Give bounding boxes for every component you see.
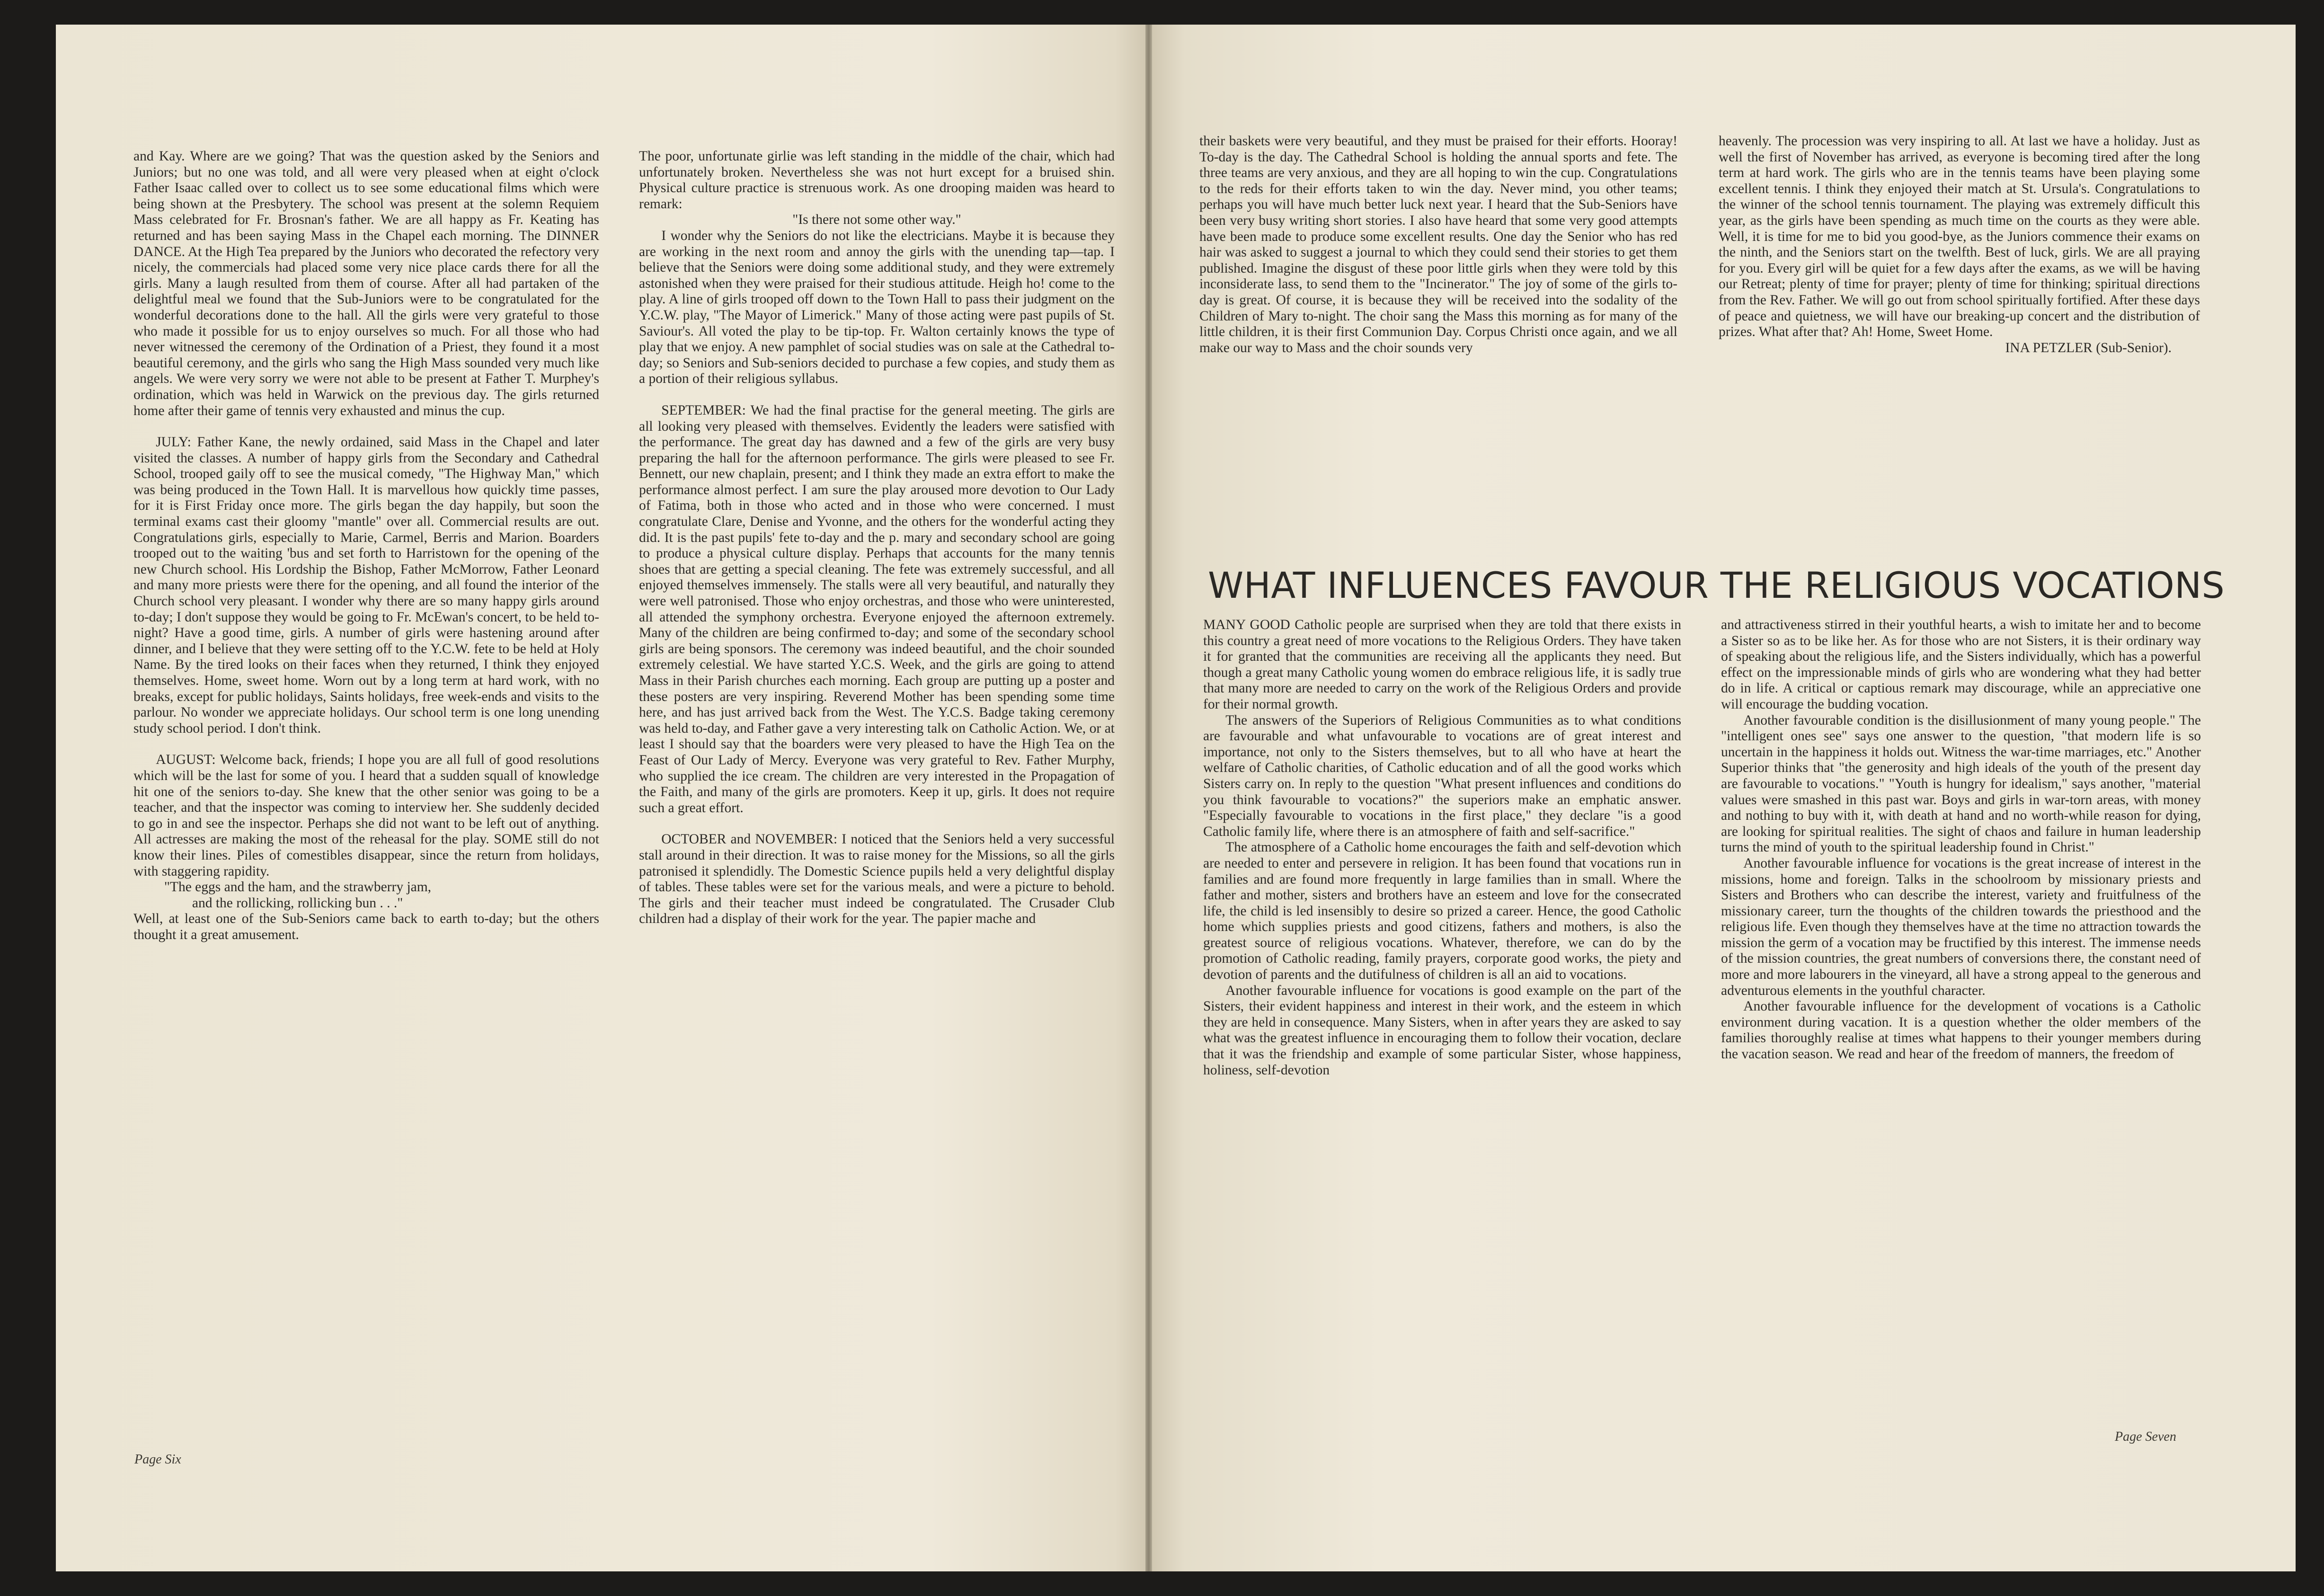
paragraph: their baskets were very beautiful, and they must be praised for their efforts. Hooray! To-day is the day. The Cathedral School is holding the annual sports and fete. The three teams are very anxious, and they are all hoping to win the cup. Congratulations to the reds for their efforts taken to win the day. Never mind, you other teams; perhaps you will have much better luck next year. I heard that the Sub-Seniors have been very busy writing short stories. I also have heard that some very good attempts have been made to produce some excellent results. One day the Senior who has red hair was asked to suggest a journal to which they could send their stories to get them published. Imagine the disgust of these poor little girls when they were told by this inconsiderate lass, to send them to the "Incinerator." The joy of some of the girls to-day is great. Of course, it is because they will be received into the sodality of the Children of Mary to-night. The choir sang the Mass this morning as for many of the little children, it is their first Communion Day. Corpus Christi once again, and we all make our way to Mass and the choir sounds very [1199,133,1677,355]
article-column-1 [1203,617,1681,1078]
paragraph: The answers of the Superiors of Religious Communities as to what conditions are favourable and what unfavourable to vocations are of great interest and importance, not only to the Sisters themselves, but to all who have at heart the welfare of Catholic charities, of Catholic education and of all the good works which Sisters carry on. In reply to the question "What present influences and conditions do you think favourable to vocations?" the superiors make an emphatic answer. "Especially favourable to vocations in the first place," they declare "is a good Catholic family life, where there is an atmosphere of faith and self-sacrifice." [1203,712,1681,839]
paragraph: OCTOBER and NOVEMBER: I noticed that the Seniors held a very successful stall around in their direction. It was to raise money for the Missions, so all the girls patronised it splendidly. The Domestic Science pupils held a very delightful display of tables. These tables were set for the various meals, and were a picture to behold. The girls and their teacher must indeed be congratulated. The Crusader Club children had a display of their work for the year. The papier mache and [639,832,1115,927]
left-column-1 [133,149,599,943]
paragraph: JULY: Father Kane, the newly ordained, said Mass in the Chapel and later visited the classes. A number of happy girls from the Secondary and Cathedral School, trooped gaily off to see the musical comedy, "The Highway Man," which was being produced in the Town Hall. It is marvellous how quickly time passes, for it is First Friday once more. The girls began the day happily, but soon the terminal exams cast their gloomy "mantle" over all. Commercial results are out. Congratulations girls, especially to Marie, Carmel, Berris and Marion. Boarders trooped out to the waiting 'bus and set forth to Harristown for the opening of the new Church school. His Lordship the Bishop, Father McMorrow, Father Leonard and many more priests were there for the opening, and all found the interior of the Church school very pleasant. I wonder why there are so many happy girls around to-day; I don't suppose they would be going to Fr. McEwan's concert, to be held to-night? Have a good time, girls. A number of girls were hastening around after dinner, and I believe that they were setting off to the Y.C.W. fete to be held at Holy Name. By the tired looks on their faces when they returned, I think they enjoyed themselves. Home, sweet home. Worn out by a long term at hard work, with no breaks, except for public holidays, Saints holidays, free week-ends and visits to the parlour. No wonder we appreciate holidays. Our school term is one long unending study school period. I don't think. [133,434,599,736]
paragraph: MANY GOOD Catholic people are surprised when they are told that there exists in this country a great need of more vocations to the Religious Orders. They have taken it for granted that the communities are receiving all the applicants they need. But though a great many Catholic young women do embrace religious life, it is sadly true that many more are needed to carry on the work of the Religious Orders and provide for their normal growth. [1203,617,1681,712]
paragraph: and the rollicking, rollicking bun . . ." [192,895,403,911]
right-column-1 [1199,133,1677,356]
paragraph: Another favourable influence for vocations is the great increase of interest in the missions, home and foreign. Talks in the schoolroom by missionary priests and Sisters and Brothers who can describe the interest, variety and fruitfulness of the missionary career, turn the thoughts of the children towards the priesthood and the religious life. Even though they themselves have at the time no attraction towards the mission the germ of a vocation may be fructified by this interest. The immense needs of the mission countries, the great numbers of conversions there, the constant need of more and more labourers in the vineyard, all have a strong appeal to the generous and adventurous elements in the youthful character. [1721,855,2201,998]
page-number-right: Page Seven [2115,1429,2176,1444]
paragraph: SEPTEMBER: We had the final practise for the general meeting. The girls are all looking very pleased with themselves. Evidently the leaders were satisfied with the performance. The great day has dawned and a few of the girls are very busy preparing the hall for the afternoon performance. The girls were pleased to see Fr. Bennett, our new chaplain, present; and I think they made an extra effort to make the performance almost perfect. I am sure the play aroused more devotion to Our Lady of Fatima, both in those who acted and in those who were concerned. I must congratulate Clare, Denise and Yvonne, and the others for the wonderful acting they did. It is the past pupils' fete to-day and the p. mary and secondary school are going to produce a physical culture display. Perhaps that accounts for the many tennis shoes that are getting a special cleaning. The fete was extremely successful, and all enjoyed themselves immensely. The stalls were all very beautiful, and naturally they were well patronised. Those who enjoy orchestras, and those who were uninterested, all attended the symphony orchestra. Everyone enjoyed the afternoon extremely. Many of the children are being confirmed to-day; and some of the secondary school girls are being sponsors. The ceremony was indeed beautiful, and the choir sounded extremely celestial. We have started Y.C.S. Week, and the girls are going to attend Mass in their Parish churches each morning. Each group are putting up a poster and these posters are very inspiring. Reverend Mother has been spending some time here, and has just arrived back from the West. The Y.C.S. Badge taking ceremony was held to-day, and Father gave a very interesting talk on Catholic Action. We, or at least I should say that the boarders were very pleased to have the High Tea on the Feast of Our Lady of Mercy. Everyone was very grateful to Rev. Father Murphy, who supplied the ice cream. The children are very interested in the Propagation of the Faith, and many of the girls are promoters. Keep it up, girls. It does not require such a great effort. [639,402,1115,816]
page-number-left: Page Six [134,1452,181,1467]
paragraph: I wonder why the Seniors do not like the electricians. Maybe it is because they are working in the next room and annoy the girls with the unending tap—tap. I believe that the Seniors were doing some additional study, and they were extremely astonished when they were praised for their studious attitude. Heigh ho! come to the play. A line of girls trooped off down to the Town Hall to pass their judgment on the Y.C.W. play, "The Mayor of Limerick." Many of those acting were past pupils of St. Saviour's. All voted the play to be tip-top. Fr. Walton certainly knows the type of play that we enjoy. A new pamphlet of social studies was on sale at the Cathedral to-day; so Seniors and Sub-seniors decided to purchase a few copies, and study them as a portion of their religious syllabus. [639,228,1115,387]
paragraph: INA PETZLER (Sub-Senior). [2005,340,2172,355]
paragraph: The poor, unfortunate girlie was left standing in the middle of the chair, which had unfortunately broken. Nevertheless she was not hurt except for a bruised shin. Physical culture practice is strenuous work. As one drooping maiden was heard to remark: [639,149,1115,212]
paragraph: AUGUST: Welcome back, friends; I hope you are all full of good resolutions which will be the last for some of you. I heard that a sudden squall of knowledge hit one of the seniors to-day. She knew that the other senior was going to be a teacher, and that the inspector was coming to interview her. She suddenly decided to go in and see the inspector. Perhaps she did not want to be left out of anything. All actresses are making the most of the reheasal for the play. SOME still do not know their lines. Piles of comestibles disappear, since the return from holidays, with staggering rapidity. [133,752,599,879]
paragraph: Another favourable condition is the disillusionment of many young people." The "intelligent ones see" says one answer to the question, "that modern life is so uncertain in the happiness it holds out. Witness the war-time marriages, etc." Another Superior thinks that "the generosity and high ideals of the youth of the present day are favourable to vocations." "Youth is hungry for idealism," says another, "material values were smashed in this past war. Boys and girls in war-torn areas, with money and nothing to buy with it, with death at hand and no worth-while reason for dying, are looking for spiritual realities. The sight of chaos and failure in human leadership turns the mind of youth to the spiritual leadership found in Christ." [1721,712,2201,855]
left-column-2 [639,149,1115,927]
paragraph: Another favourable influence for the development of vocations is a Catholic environment during vacation. It is a question whether the older members of the families thoroughly realise at times what happens to their younger members during the vacation season. We read and hear of the freedom of manners, the freedom of [1721,999,2201,1062]
paragraph: heavenly. The procession was very inspiring to all. At last we have a holiday. Just as well the first of November has arrived, as everyone is becoming tired after the long term at hard work. The girls who are in the tennis teams have been playing some excellent tennis. I think they enjoyed their match at St. Ursula's. Congratulations to the winner of the school tennis tournament. The playing was extremely difficult this year, as the girls have been spending as much time on the courts as they were able. Well, it is time for me to bid you good-bye, as the Juniors commence their exams on the ninth, and the Seniors start on the twelfth. Best of luck, girls. We are all praying for you. Every girl will be quiet for a few days after the exams, as we will be having our Retreat; plenty of time for prayer; plenty of time for thinking; spiritual directions from the Rev. Father. We will go out from school spiritually fortified. After these days of peace and quietness, we will have our breaking-up concert and the distribution of prizes. What after that? Ah! Home, Sweet Home. [1719,133,2200,340]
paragraph: "The eggs and the ham, and the strawberry jam, [164,879,432,895]
page-fold [1145,25,1152,1571]
paragraph: and Kay. Where are we going? That was the question asked by the Seniors and Juniors; but no one was told, and all were very pleased when at eight o'clock Father Isaac called over to collect us to see some educational films which were being shown at the Presbytery. The school was present at the solemn Requiem Mass celebrated for Fr. Brosnan's father. We are all happy as Fr. Keating has returned and has been saying Mass in the Chapel each morning. The DINNER DANCE. At the High Tea prepared by the Juniors who decorated the refectory very nicely, the commercials had placed some very nice place cards there for all the girls. Many a laugh resulted from them of course. After all had partaken of the delightful meal we found that the Sub-Juniors were to be congratulated for the wonderful decorations done to the hall. All the girls were very grateful to those who made it possible for us to enjoy ourselves so much. For all those who had never witnessed the ceremony of the Ordination of a Priest, they found it a most beautiful ceremony, and the girls who sang the High Mass sounded very much like angels. We were very sorry we were not able to be present at Father T. Murphey's ordination, which was held in Warwick on the previous day. The girls returned home after their game of tennis very exhausted and minus the cup. [133,149,599,418]
paragraph: Well, at least one of the Sub-Seniors came back to earth to-day; but the others thought it a great amusement. [133,911,599,942]
paragraph: The atmosphere of a Catholic home encourages the faith and self-devotion which are needed to enter and persevere in religion. It has been found that vocations run in families and are found more frequently in large families than in small. Where the father and mother, sisters and brothers have an esteem and love for the consecrated life, the child is led insensibly to desire so prized a career. Hence, the good Catholic home which supplies priests and good citizens, fathers and mothers, is also the greatest source of religious vocations. Whatever, therefore, we can do by the promotion of Catholic reading, family prayers, corporate good works, the piety and devotion of parents and the dutifulness of children is all an aid to vocations. [1203,840,1681,983]
paragraph: Another favourable influence for vocations is good example on the part of the Sisters, their evident happiness and interest in their work, and the esteem in which they are held in consequence. Many Sisters, when in after years they are asked to say what was the greatest influence in encouraging them to follow their vocation, declare that it was the friendship and example of some particular Sister, whose happiness, holiness, self-devotion [1203,983,1681,1078]
article-headline: WHAT INFLUENCES FAVOUR THE RELIGIOUS VOCATIONS [1208,564,2225,606]
right-column-2 [1719,133,2200,356]
paragraph: "Is there not some other way." [792,212,961,228]
paragraph: and attractiveness stirred in their youthful hearts, a wish to imitate her and to become a Sister so as to be like her. As for those who are not Sisters, it is their ordinary way of speaking about the religious life, and the Sisters individually, which has a powerful effect on the impressionable minds of girls who are wondering what they had better do in life. A critical or captious remark may discourage, while an appreciative one will encourage the budding vocation. [1721,617,2201,712]
article-column-2 [1721,617,2201,1063]
